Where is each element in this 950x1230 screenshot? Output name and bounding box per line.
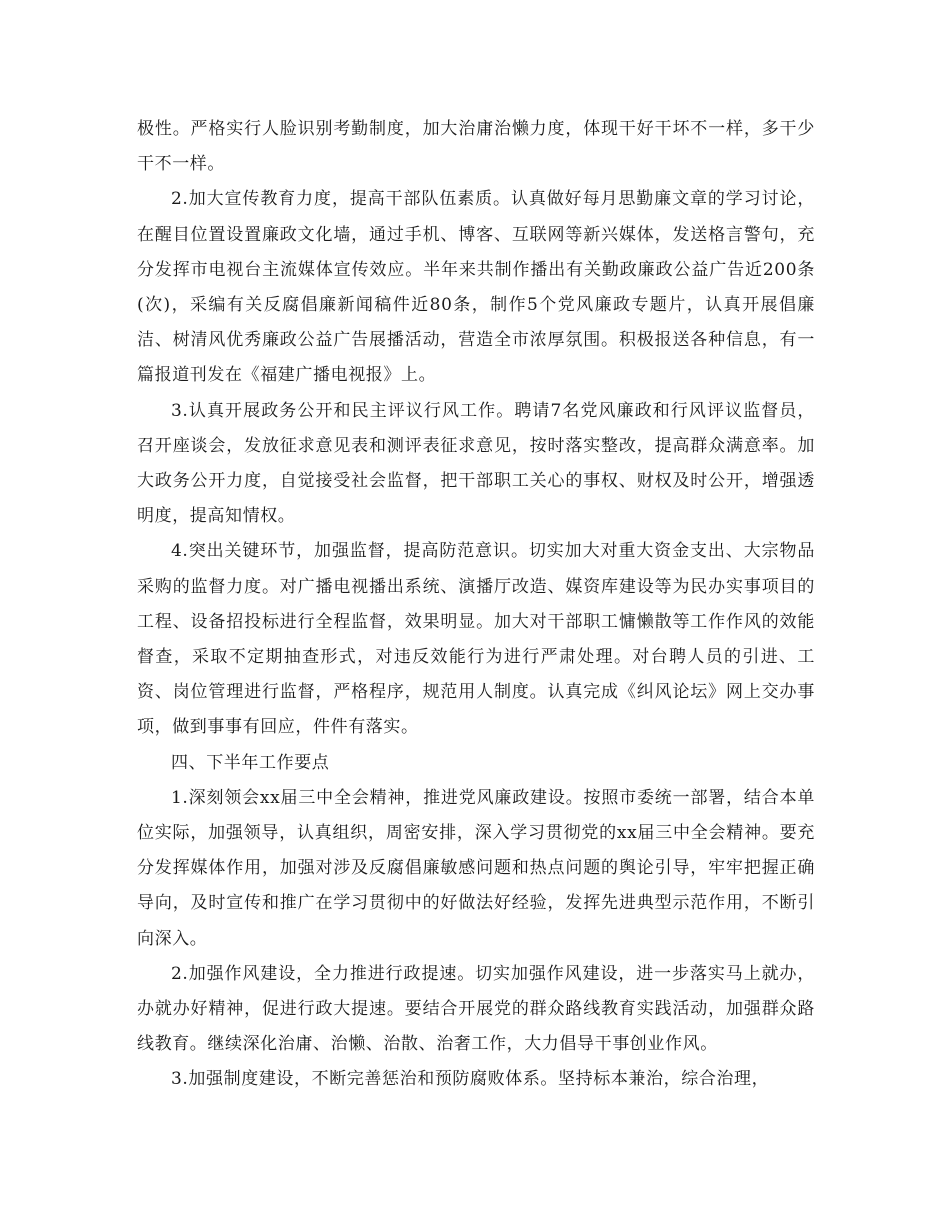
paragraph-2: 2.加大宣传教育力度，提高干部队伍素质。认真做好每月思勤廉文章的学习讨论，在醒目位置设置廉政文化墙，通过手机、博客、互联网等新兴媒体，发送格言警句，充分发挥市电视台主流媒体宣传效应。半年来共制作播出有关勤政廉政公益广告近200条(次)，采编有关反腐倡廉新闻稿件近80条，制作5个党风廉政专题片，认真开展倡廉洁、树清风优秀廉政公益广告展播活动，营造全市浓厚氛围。积极报送各种信息，有一篇报道刊发在《福建广播电视报》上。 — [137, 189, 815, 386]
paragraph-7: 3.加强制度建设，不断完善惩治和预防腐败体系。坚持标本兼治，综合治理， — [171, 1069, 770, 1090]
paragraph-4: 4.突出关键环节，加强监督，提高防范意识。切实加大对重大资金支出、大宗物品采购的监督力度。对广播电视播出系统、演播厅改造、媒资库建设等为民办实事项目的工程、设备招投标进行全程监督，效果明显。加大对干部职工慵懒散等工作作风的效能督查，采取不定期抽查形式，对违反效能行为进行严肃处理。对台聘人员的引进、工资、岗位管理进行监督，严格程序，规范用人制度。认真完成《纠风论坛》网上交办事项，做到事事有回应，件件有落实。 — [137, 541, 815, 738]
section-heading: 四、下半年工作要点 — [171, 752, 330, 773]
paragraph-5: 1.深刻领会xx届三中全会精神，推进党风廉政建设。按照市委统一部署，结合本单位实际，加强领导，认真组织，周密安排，深入学习贯彻党的xx届三中全会精神。要充分发挥媒体作用，加强对涉及反腐倡廉敏感问题和热点问题的舆论引导，牢牢把握正确导向，及时宣传和推广在学习贯彻中的好做法好经验，发挥先进典型示范作用，不断引向深入。 — [137, 787, 815, 949]
paragraph-3: 3.认真开展政务公开和民主评议行风工作。聘请7名党风廉政和行风评议监督员，召开座谈会，发放征求意见表和测评表征求意见，按时落实整改，提高群众满意率。加大政务公开力度，自觉接受社会监督，把干部职工关心的事权、财权及时公开，增强透明度，提高知情权。 — [137, 400, 815, 527]
paragraph-6: 2.加强作风建设，全力推进行政提速。切实加强作风建设，进一步落实马上就办，办就办好精神，促进行政大提速。要结合开展党的群众路线教育实践活动，加强群众路线教育。继续深化治庸、治懒、治散、治奢工作，大力倡导干事创业作风。 — [137, 963, 815, 1055]
paragraph-1: 极性。严格实行人脸识别考勤制度，加大治庸治懒力度，体现干好干坏不一样，多干少干不一样。 — [137, 119, 815, 175]
